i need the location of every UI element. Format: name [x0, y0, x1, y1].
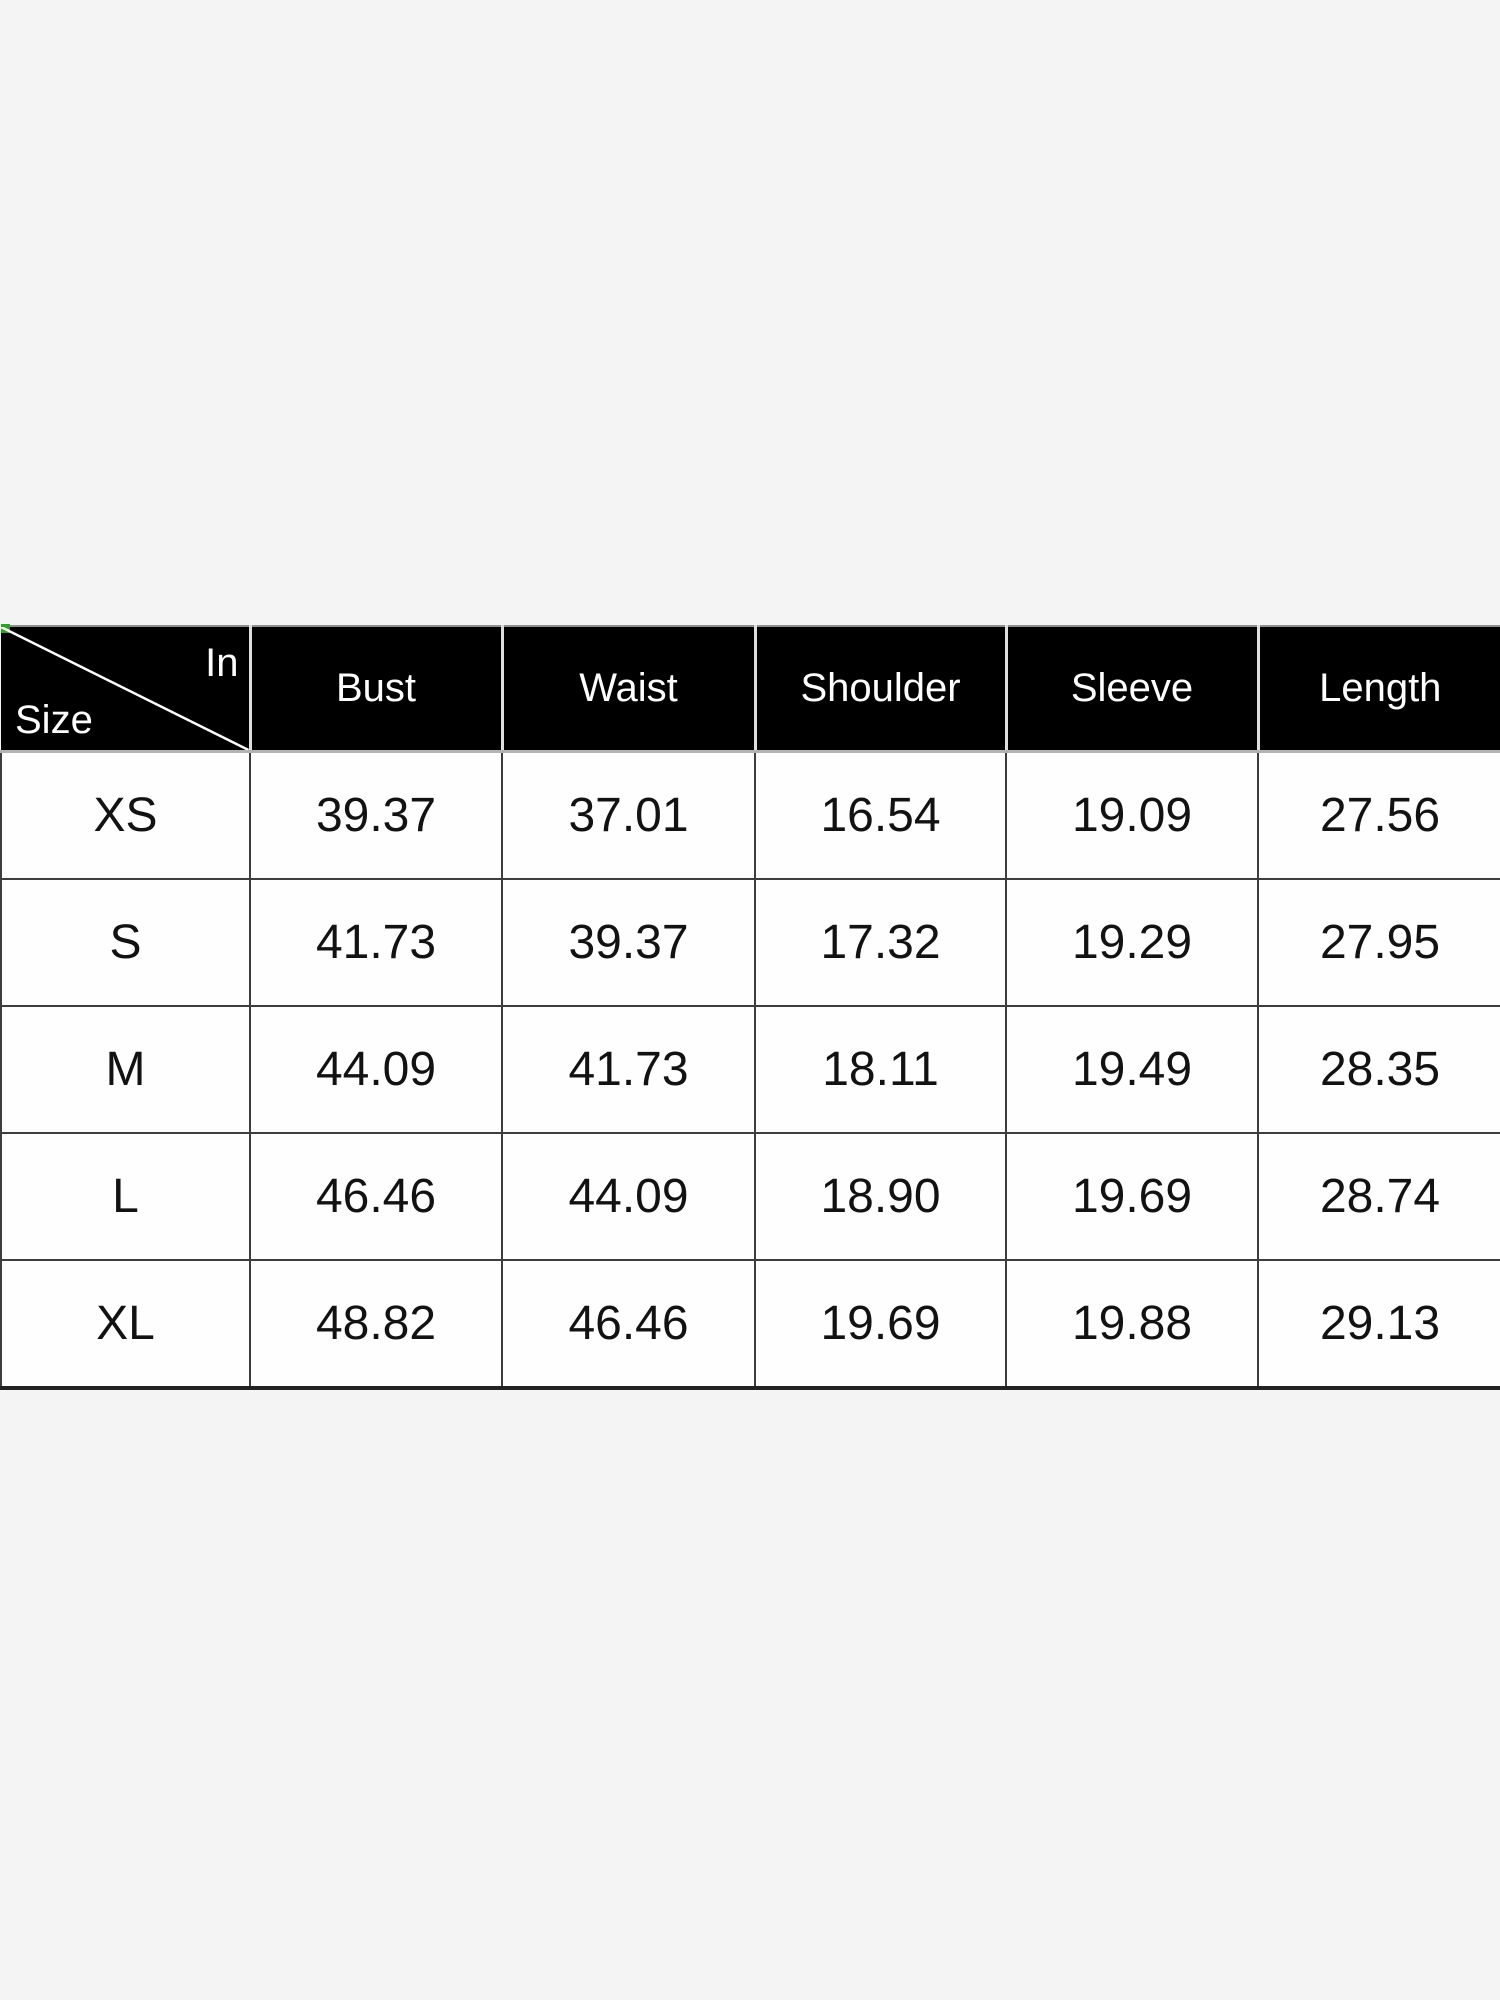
measurement-cell: 28.35	[1258, 1006, 1500, 1133]
header-row	[1, 626, 1500, 752]
measurement-cell: 18.11	[755, 1006, 1006, 1133]
measurement-cell: 39.37	[250, 752, 502, 880]
measurement-cell: 27.95	[1258, 879, 1500, 1006]
measurement-cell: 19.88	[1006, 1260, 1258, 1388]
col-header-waist: Waist	[502, 626, 755, 752]
col-header-sleeve: Sleeve	[1006, 626, 1258, 752]
measurement-cell: 27.56	[1258, 752, 1500, 880]
measurement-cell: 46.46	[502, 1260, 755, 1388]
measurement-cell: 37.01	[502, 752, 755, 880]
size-row	[1, 1006, 1500, 1133]
measurement-cell: 48.82	[250, 1260, 502, 1388]
size-row	[1, 1260, 1500, 1388]
diagonal-header-cell	[1, 626, 250, 752]
measurement-cell: 39.37	[502, 879, 755, 1006]
measurement-cell: 46.46	[250, 1133, 502, 1260]
measurement-cell: 16.54	[755, 752, 1006, 880]
size-chart-table	[0, 625, 1500, 1390]
size-chart-header	[1, 626, 1500, 752]
measurement-cell: 19.69	[755, 1260, 1006, 1388]
measurement-cell: 28.74	[1258, 1133, 1500, 1260]
size-row	[1, 879, 1500, 1006]
size-chart-body	[1, 752, 1500, 1389]
size-label-cell: S	[1, 879, 250, 1006]
measurement-cell: 41.73	[250, 879, 502, 1006]
measurement-cell: 44.09	[250, 1006, 502, 1133]
unit-label: In	[205, 641, 239, 685]
size-label-cell: XS	[1, 752, 250, 880]
size-axis-label: Size	[15, 698, 93, 742]
size-label-cell: XL	[1, 1260, 250, 1388]
measurement-cell: 19.29	[1006, 879, 1258, 1006]
size-label-cell: L	[1, 1133, 250, 1260]
measurement-cell: 29.13	[1258, 1260, 1500, 1388]
col-header-shoulder: Shoulder	[755, 626, 1006, 752]
col-header-bust: Bust	[250, 626, 502, 752]
col-header-length: Length	[1258, 626, 1500, 752]
measurement-cell: 19.69	[1006, 1133, 1258, 1260]
measurement-cell: 18.90	[755, 1133, 1006, 1260]
measurement-cell: 41.73	[502, 1006, 755, 1133]
measurement-cell: 19.49	[1006, 1006, 1258, 1133]
size-row	[1, 1133, 1500, 1260]
measurement-cell: 17.32	[755, 879, 1006, 1006]
measurement-cell: 19.09	[1006, 752, 1258, 880]
size-row	[1, 752, 1500, 880]
size-label-cell: M	[1, 1006, 250, 1133]
measurement-cell: 44.09	[502, 1133, 755, 1260]
